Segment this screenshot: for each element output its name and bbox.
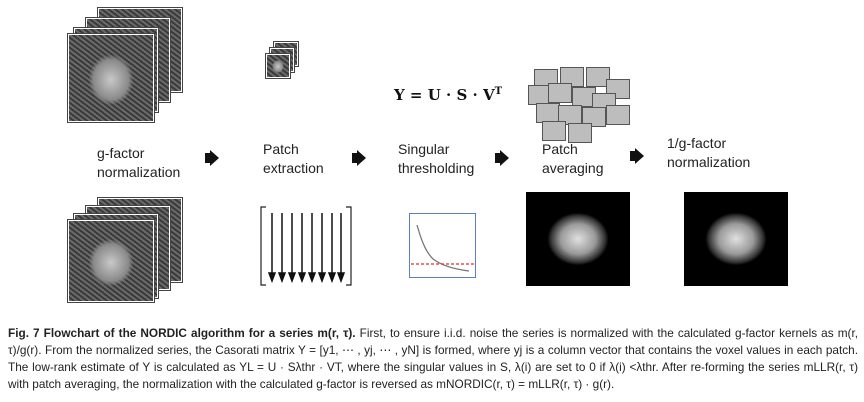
step-label-singular-thresholding: Singular thresholding [398, 141, 475, 176]
caption-text: First, to ensure i.i.d. noise the series is normalized with the calculated g-factor kernels as m(r, τ)/g(r). From the normalized series, the Casorati matrix Y = [y1, ⋯ , yj, ⋯ , yN] is formed, where yj is a column vector that contains the voxel values in each patch. The low-rank estimate of Y is calculated as YL = U · Sλthr · VT, where the singular values in S, λ(i) are set to 0 if λ(i) <λthr. After re-forming the series mLLR(r, τ) with patch averaging, the normalization with the calculated g-factor is reversed as mNORDIC(r, τ) = mLLR(r, τ) · g(r). [8, 326, 859, 391]
singular-value-plot [409, 213, 477, 279]
noisy-brain-image [68, 220, 154, 302]
overlapping-patches-grid [528, 65, 632, 143]
final-brain-image [684, 192, 788, 286]
svd-formula: $Y = U \cdot S \cdot V^T$ [394, 86, 503, 104]
casorati-matrix-diagram [258, 205, 354, 287]
flow-arrow-icon [500, 150, 509, 166]
denoised-brain-image [526, 192, 630, 286]
step-label-inverse-g-factor-normalization: 1/g-factor normalization [667, 135, 751, 170]
step-label-patch-extraction: Patch extraction [263, 141, 324, 176]
flow-arrow-icon [357, 150, 366, 166]
step-label-patch-averaging: Patch averaging [542, 141, 604, 176]
figure-caption [8, 325, 858, 393]
step-label-g-factor-normalization: g-factor normalization [97, 145, 181, 180]
patch-image [266, 54, 290, 78]
flow-arrow-icon [635, 148, 644, 164]
flow-arrow-icon [210, 150, 219, 166]
noisy-brain-image [68, 34, 154, 122]
figure-label: Fig. 7 Flowchart of the NORDIC algorithm for a series m(r, τ). [8, 326, 356, 340]
